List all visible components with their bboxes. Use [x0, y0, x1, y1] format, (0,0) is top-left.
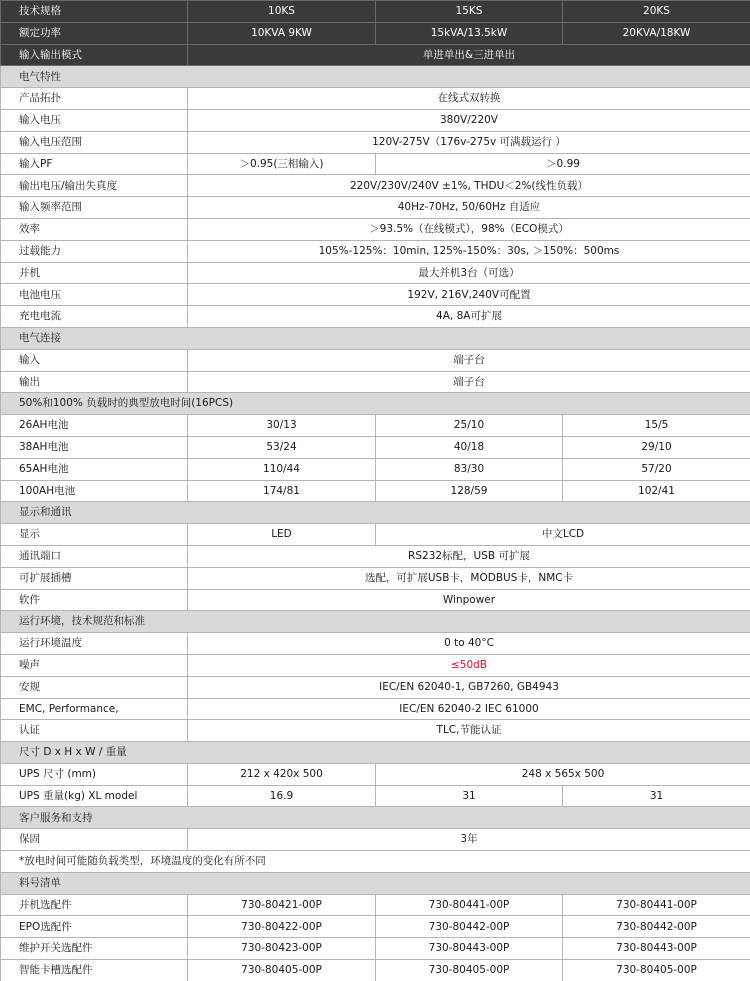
row-label: 智能卡槽选配件 [1, 960, 188, 981]
row-value: 730-80423-00P [188, 938, 376, 960]
table-row [1, 218, 750, 240]
row-label: 输入电压 [1, 109, 188, 131]
table-row [1, 720, 750, 742]
row-value: ＞0.99 [376, 153, 750, 175]
section-title: 显示和通讯 [1, 502, 750, 524]
section-header [1, 742, 750, 764]
row-label: 充电电流 [1, 306, 188, 328]
row-label: 效率 [1, 218, 188, 240]
model-10ks: 10KS [188, 1, 376, 23]
row-value: 730-80405-00P [188, 960, 376, 981]
row-label: 输入 [1, 349, 188, 371]
header-row [1, 1, 750, 23]
table-row [1, 480, 750, 502]
row-label: EMC, Performance, [1, 698, 188, 720]
row-value: 380V/220V [188, 109, 750, 131]
table-row [1, 676, 750, 698]
table-row [1, 240, 750, 262]
table-row [1, 654, 750, 676]
table-row [1, 262, 750, 284]
row-label: 输入PF [1, 153, 188, 175]
row-label: 噪声 [1, 654, 188, 676]
model-20ks: 20KS [563, 1, 750, 23]
row-value: Winpower [188, 589, 750, 611]
table-row [1, 371, 750, 393]
row-value: IEC/EN 62040-2 IEC 61000 [188, 698, 750, 720]
section-title: 料号清单 [1, 872, 750, 894]
row-value: 3年 [188, 829, 750, 851]
row-label: 维护开关选配件 [1, 938, 188, 960]
section-title: 电气特性 [1, 66, 750, 88]
table-row [1, 589, 750, 611]
row-label: UPS 重量(kg) XL model [1, 785, 188, 807]
row-label: 输入输出模式 [1, 44, 188, 66]
row-value: 120V-275V（176v-275v 可满载运行 ） [188, 131, 750, 153]
table-row [1, 88, 750, 110]
footnote: *放电时间可能随负载类型，环境温度的变化有所不同 [1, 851, 750, 873]
row-label: 显示 [1, 524, 188, 546]
table-row [1, 567, 750, 589]
row-value: 110/44 [188, 458, 376, 480]
table-row [1, 545, 750, 567]
row-label: 运行环境温度 [1, 633, 188, 655]
table-row [1, 197, 750, 219]
table-row [1, 960, 750, 981]
row-value: 128/59 [376, 480, 563, 502]
row-value: 730-80443-00P [563, 938, 750, 960]
table-row [1, 153, 750, 175]
table-row [1, 458, 750, 480]
row-value: 730-80422-00P [188, 916, 376, 938]
row-label: 并机 [1, 262, 188, 284]
row-value: 16.9 [188, 785, 376, 807]
table-row [1, 633, 750, 655]
table-row [1, 785, 750, 807]
row-value: 83/30 [376, 458, 563, 480]
section-title: 运行环境，技术规范和标准 [1, 611, 750, 633]
table-row [1, 131, 750, 153]
table-row [1, 698, 750, 720]
section-title: 电气连接 [1, 327, 750, 349]
row-value: 25/10 [376, 415, 563, 437]
table-row [1, 524, 750, 546]
row-value: 29/10 [563, 436, 750, 458]
row-value: 730-80441-00P [376, 894, 563, 916]
row-value: 248 x 565x 500 [376, 763, 750, 785]
row-label: EPO选配件 [1, 916, 188, 938]
row-value: 212 x 420x 500 [188, 763, 376, 785]
row-value: ＞93.5%（在线模式），98%（ECO模式） [188, 218, 750, 240]
table-row [1, 938, 750, 960]
model-15ks: 15KS [376, 1, 563, 23]
row-value: 最大并机3台（可选） [188, 262, 750, 284]
row-label: 电池电压 [1, 284, 188, 306]
row-value: LED [188, 524, 376, 546]
row-label: 通讯端口 [1, 545, 188, 567]
row-value: 端子台 [188, 349, 750, 371]
header-label: 技术规格 [1, 1, 188, 23]
row-label: 38AH电池 [1, 436, 188, 458]
row-value: 中文LCD [376, 524, 750, 546]
section-header [1, 393, 750, 415]
row-value: TLC,节能认证 [188, 720, 750, 742]
table-row [1, 109, 750, 131]
row-value: 端子台 [188, 371, 750, 393]
row-value: 730-80405-00P [376, 960, 563, 981]
row-value: IEC/EN 62040-1, GB7260, GB4943 [188, 676, 750, 698]
row-value: 15kVA/13.5kW [376, 22, 563, 44]
row-value: 20KVA/18KW [563, 22, 750, 44]
row-value: 102/41 [563, 480, 750, 502]
table-row [1, 284, 750, 306]
row-label: 过载能力 [1, 240, 188, 262]
row-label: 65AH电池 [1, 458, 188, 480]
row-value: 220V/230V/240V ±1%, THDU＜2%(线性负载） [188, 175, 750, 197]
io-mode-row [1, 44, 750, 66]
row-value: 30/13 [188, 415, 376, 437]
row-value: 31 [376, 785, 563, 807]
row-value: 15/5 [563, 415, 750, 437]
row-value: 4A, 8A可扩展 [188, 306, 750, 328]
table-row [1, 349, 750, 371]
section-header [1, 872, 750, 894]
row-value: 0 to 40°C [188, 633, 750, 655]
row-label: 额定功率 [1, 22, 188, 44]
table-row [1, 916, 750, 938]
row-value: 单进单出&三进单出 [188, 44, 750, 66]
row-label: 认证 [1, 720, 188, 742]
section-header [1, 611, 750, 633]
row-value: 在线式双转换 [188, 88, 750, 110]
row-label: 100AH电池 [1, 480, 188, 502]
row-label: 输出电压/输出失真度 [1, 175, 188, 197]
table-row [1, 763, 750, 785]
row-value: 730-80441-00P [563, 894, 750, 916]
row-value: 31 [563, 785, 750, 807]
row-label: 并机选配件 [1, 894, 188, 916]
noise-value: ≤50dB [188, 654, 750, 676]
table-row [1, 894, 750, 916]
row-value: 40/18 [376, 436, 563, 458]
row-value: 192V, 216V,240V可配置 [188, 284, 750, 306]
row-value: 730-80421-00P [188, 894, 376, 916]
row-label: 可扩展插槽 [1, 567, 188, 589]
row-label: 输入频率范围 [1, 197, 188, 219]
row-value: 53/24 [188, 436, 376, 458]
section-title: 50%和100% 负载时的典型放电时间(16PCS) [1, 393, 750, 415]
section-header [1, 66, 750, 88]
row-value: 730-80405-00P [563, 960, 750, 981]
section-header [1, 327, 750, 349]
row-value: 105%-125%：10min, 125%-150%：30s, ＞150%：500ms [188, 240, 750, 262]
row-value: ＞0.95(三相输入) [188, 153, 376, 175]
row-label: 输出 [1, 371, 188, 393]
row-value: 730-80442-00P [376, 916, 563, 938]
table-row [1, 415, 750, 437]
section-header [1, 807, 750, 829]
row-label: 安规 [1, 676, 188, 698]
section-title: 客户服务和支持 [1, 807, 750, 829]
row-value: 10KVA 9KW [188, 22, 376, 44]
rated-power-row [1, 22, 750, 44]
table-row [1, 436, 750, 458]
row-value: 40Hz-70Hz, 50/60Hz 自适应 [188, 197, 750, 219]
row-label: 软件 [1, 589, 188, 611]
row-value: 730-80443-00P [376, 938, 563, 960]
table-row [1, 306, 750, 328]
section-header [1, 502, 750, 524]
section-title: 尺寸 D x H x W / 重量 [1, 742, 750, 764]
row-label: 产品拓扑 [1, 88, 188, 110]
note-row [1, 851, 750, 873]
table-row [1, 175, 750, 197]
row-value: 730-80442-00P [563, 916, 750, 938]
row-label: 保固 [1, 829, 188, 851]
row-label: UPS 尺寸 (mm) [1, 763, 188, 785]
row-value: 选配，可扩展USB卡，MODBUS卡，NMC卡 [188, 567, 750, 589]
row-value: 57/20 [563, 458, 750, 480]
table-row [1, 829, 750, 851]
row-value: 174/81 [188, 480, 376, 502]
row-label: 26AH电池 [1, 415, 188, 437]
row-value: RS232标配，USB 可扩展 [188, 545, 750, 567]
row-label: 输入电压范围 [1, 131, 188, 153]
